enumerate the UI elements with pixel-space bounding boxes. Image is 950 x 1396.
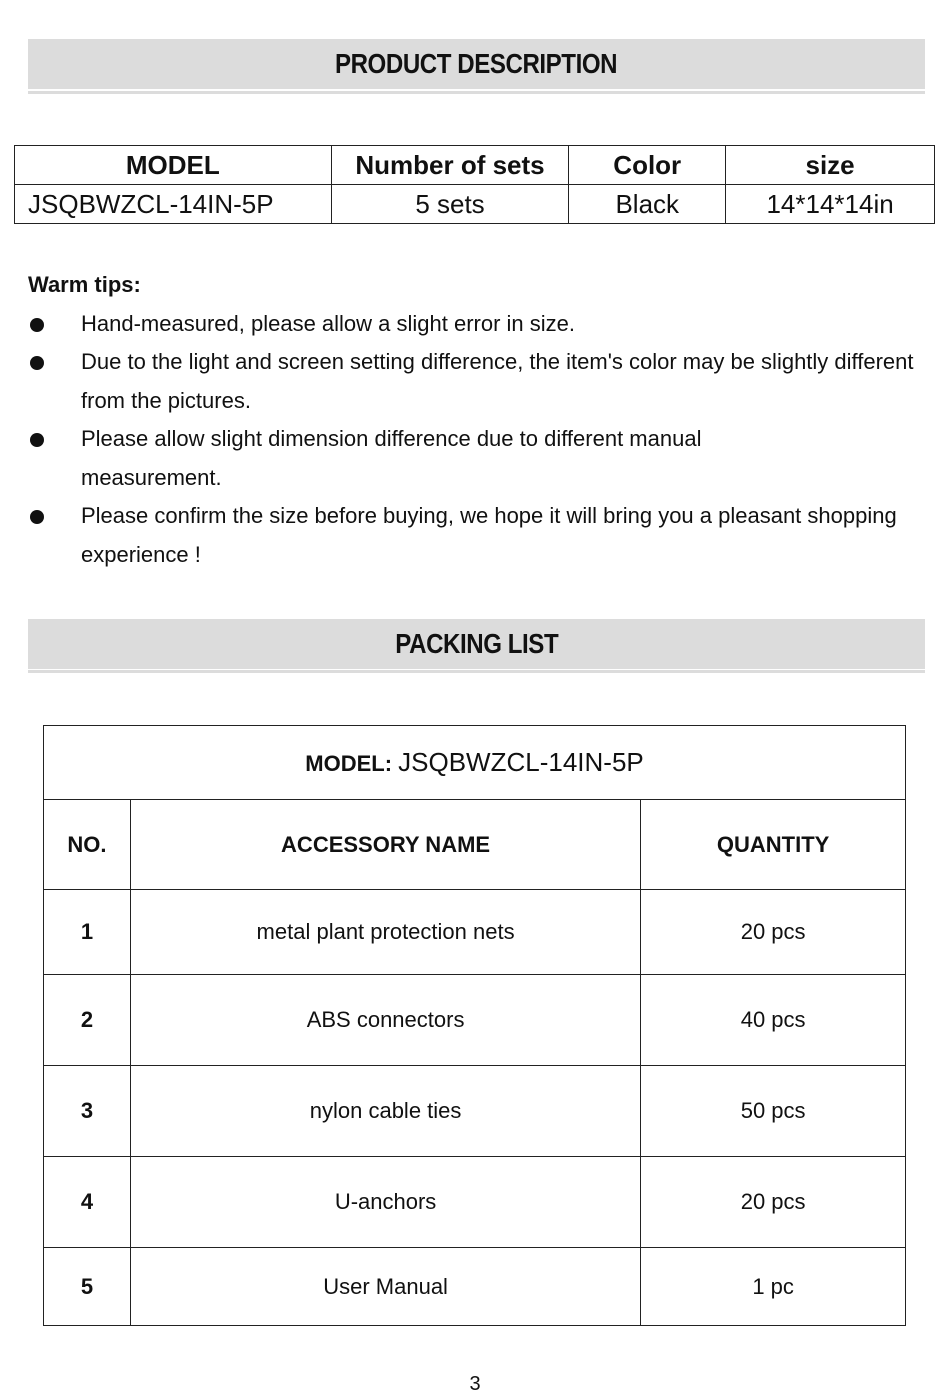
- spec-model-value: JSQBWZCL-14IN-5P: [15, 185, 332, 224]
- packing-model-value: JSQBWZCL-14IN-5P: [398, 747, 644, 777]
- product-description-title: PRODUCT DESCRIPTION: [335, 48, 618, 79]
- row-name: U-anchors: [130, 1157, 640, 1248]
- table-row: [44, 975, 906, 1066]
- spec-header-row: [15, 146, 935, 185]
- row-name: ABS connectors: [130, 975, 640, 1066]
- product-spec-table: [14, 145, 935, 224]
- row-no: 3: [44, 1066, 131, 1157]
- page-number: 3: [469, 1373, 481, 1395]
- spec-sets-value: 5 sets: [331, 185, 569, 224]
- warm-tips-list: [28, 305, 928, 575]
- row-name: User Manual: [130, 1248, 640, 1326]
- packing-list-title: PACKING LIST: [395, 628, 558, 659]
- packing-model-label: MODEL:: [305, 751, 393, 776]
- table-row: [44, 1066, 906, 1157]
- spec-header-color: Color: [569, 146, 726, 185]
- packing-header-no: NO.: [44, 800, 131, 890]
- spec-header-size: size: [726, 146, 935, 185]
- packing-model-row: [44, 726, 906, 800]
- warm-tips-heading: Warm tips:: [28, 272, 141, 297]
- row-no: 4: [44, 1157, 131, 1248]
- row-no: 1: [44, 890, 131, 975]
- row-qty: 40 pcs: [641, 975, 906, 1066]
- spec-color-value: Black: [569, 185, 726, 224]
- row-name: nylon cable ties: [130, 1066, 640, 1157]
- tip-item: Please allow slight dimension difference due to different manual measurement.: [28, 420, 928, 497]
- product-description-banner: [28, 39, 925, 89]
- table-row: [44, 890, 906, 975]
- packing-list-banner: [28, 619, 925, 669]
- packing-header-row: [44, 800, 906, 890]
- row-qty: 20 pcs: [641, 1157, 906, 1248]
- tip-item: Hand-measured, please allow a slight error in size.: [28, 305, 928, 344]
- packing-model-cell: [44, 726, 906, 800]
- row-no: 2: [44, 975, 131, 1066]
- row-name: metal plant protection nets: [130, 890, 640, 975]
- packing-header-name: ACCESSORY NAME: [130, 800, 640, 890]
- spec-header-model: MODEL: [15, 146, 332, 185]
- tip-item: Please confirm the size before buying, we hope it will bring you a pleasant shopping experience !: [28, 497, 928, 574]
- warm-tips: [28, 266, 928, 574]
- spec-data-row: [15, 185, 935, 224]
- row-qty: 1 pc: [641, 1248, 906, 1326]
- row-no: 5: [44, 1248, 131, 1326]
- banner-underline: [28, 670, 925, 673]
- tip-item: Due to the light and screen setting difference, the item's color may be slightly different from the pictures.: [28, 343, 928, 420]
- table-row: [44, 1248, 906, 1326]
- table-row: [44, 1157, 906, 1248]
- row-qty: 50 pcs: [641, 1066, 906, 1157]
- spec-header-sets: Number of sets: [331, 146, 569, 185]
- banner-underline: [28, 91, 925, 94]
- row-qty: 20 pcs: [641, 890, 906, 975]
- packing-header-qty: QUANTITY: [641, 800, 906, 890]
- packing-list-table: [43, 725, 906, 1326]
- spec-size-value: 14*14*14in: [726, 185, 935, 224]
